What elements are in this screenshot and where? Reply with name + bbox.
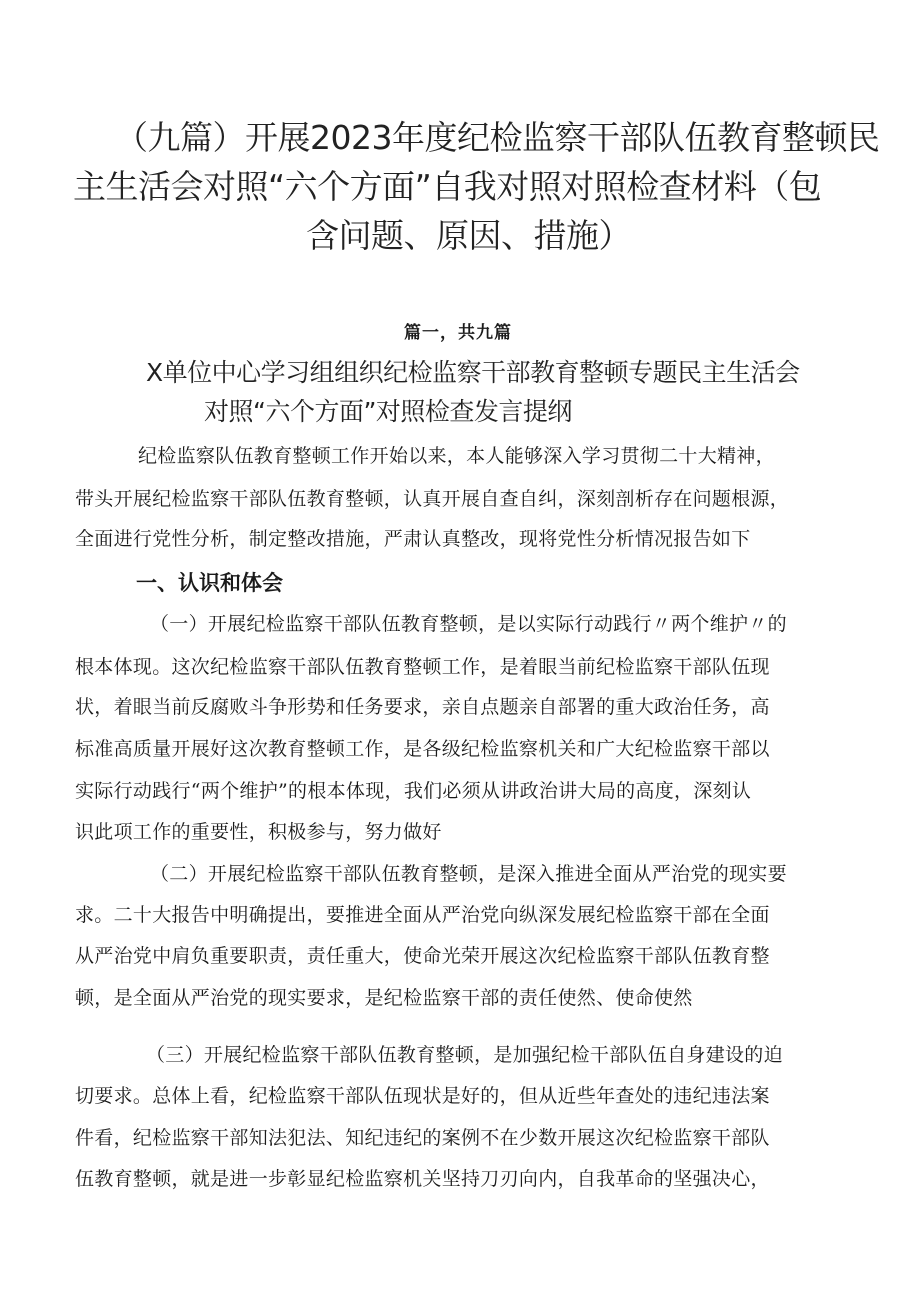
para-2-line: （二）开展纪检监察干部队伍教育整顿，是深入推进全面从严治党的现实要 (150, 863, 787, 885)
para-1-line: 识此项工作的重要性，积极参与，努力做好 (75, 821, 442, 843)
section-heading-line-2: 对照“六个方面”对照检查发言提纲 (204, 397, 572, 426)
doc-subtitle: 篇一，共九篇 (404, 323, 512, 343)
para-3-line: 切要求。总体上看，纪检监察干部队伍现状是好的，但从近些年查处的违纪违法案 (75, 1085, 770, 1107)
para-3-line: （三）开展纪检监察干部队伍教育整顿，是加强纪检干部队伍自身建设的迫 (146, 1044, 783, 1066)
doc-title-line-2: 主生活会对照“六个方面”自我对照对照检查材料（包 (73, 167, 822, 206)
para-1-line: 实际行动践行“两个维护”的根本体现，我们必须从讲政治讲大局的高度，深刻认 (75, 780, 752, 802)
para-2-line: 顿，是全面从严治党的现实要求，是纪检监察干部的责任使然、使命使然 (75, 987, 693, 1009)
para-1-line: 状，着眼当前反腐败斗争形势和任务要求，亲自点题亲自部署的重大政治任务，高 (75, 696, 770, 718)
intro-line: 带头开展纪检监察干部队伍教育整顿，认真开展自查自纠，深刻剖析存在问题根源， (75, 488, 790, 510)
para-2-line: 求。二十大报告中明确提出，要推进全面从严治党向纵深发展纪检监察干部在全面 (75, 904, 770, 926)
doc-title-line-3: 含问题、原因、措施） (306, 216, 631, 255)
section-heading-line-1: X单位中心学习组组织纪检监察干部教育整顿专题民主生活会 (146, 358, 800, 387)
para-2-line: 从严治党中肩负重要职责，责任重大，使命光荣开展这次纪检监察干部队伍教育整 (75, 945, 770, 967)
para-1-line: 标准高质量开展好这次教育整顿工作，是各级纪检监察机关和广大纪检监察干部以 (75, 738, 770, 760)
para-3-line: 伍教育整顿，就是进一步彰显纪检监察机关坚持刀刃向内，自我革命的坚强决心， (75, 1168, 770, 1190)
doc-title-line-1: （九篇）开展2023年度纪检监察干部队伍教育整顿民 (115, 118, 880, 157)
section-1-title: 一、认识和体会 (136, 571, 283, 595)
intro-line: 全面进行党性分析，制定整改措施，严肃认真整改，现将党性分析情况报告如下 (75, 528, 751, 550)
para-1-line: 根本体现。这次纪检监察干部队伍教育整顿工作，是着眼当前纪检监察干部队伍现 (75, 656, 770, 678)
para-3-line: 件看，纪检监察干部知法犯法、知纪违纪的案例不在少数开展这次纪检监察干部队 (75, 1127, 770, 1149)
intro-line: 纪检监察队伍教育整顿工作开始以来，本人能够深入学习贯彻二十大精神， (138, 445, 775, 467)
para-1-line: （一）开展纪检监察干部队伍教育整顿，是以实际行动践行〃两个维护〃的 (150, 613, 787, 635)
